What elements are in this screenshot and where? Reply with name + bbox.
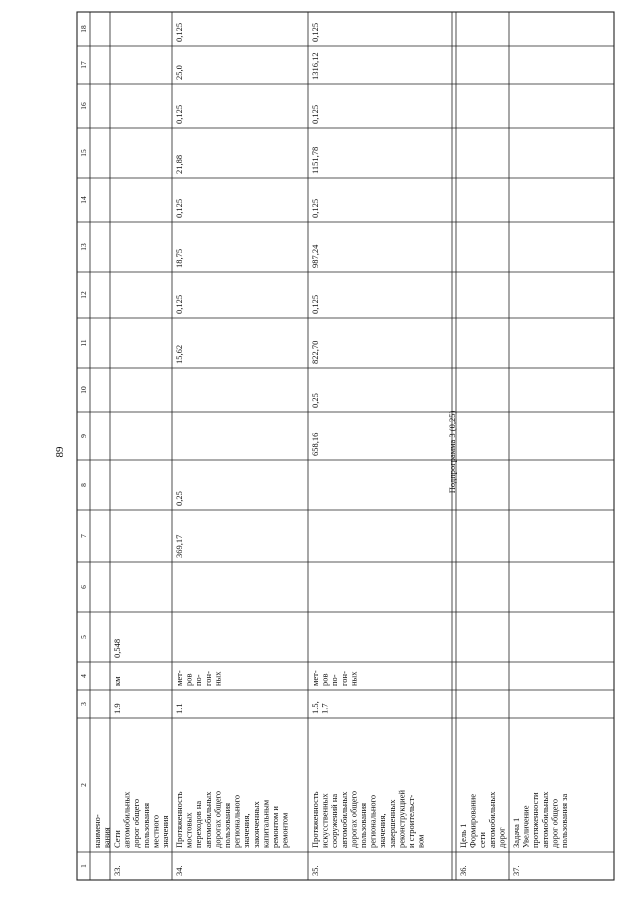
indicator-name: дорог — [496, 827, 507, 848]
table-cell-value: 987,24 — [310, 244, 320, 268]
indicator-name: Увеличение — [520, 805, 531, 848]
header-number: 13 — [79, 243, 88, 251]
row-number: 37. — [511, 865, 521, 876]
table-frame — [77, 12, 614, 880]
table-cell-value: 25,0 — [174, 65, 184, 80]
indicator-name: значения — [160, 815, 170, 848]
indicator-name: дорогах общего — [212, 790, 223, 848]
indicator-name: регионального — [367, 794, 378, 848]
table-cell-value: 822,70 — [310, 340, 320, 364]
indicator-name: пользования — [140, 802, 151, 848]
header-number: 18 — [79, 25, 88, 33]
unit-label: ров — [319, 673, 330, 686]
subprogram-label: Подпрограмма 3 (0,25) — [447, 410, 457, 494]
unit-label: ных — [212, 671, 223, 686]
unit-label: по- — [193, 674, 204, 686]
indicator-name: Протяженность — [310, 791, 320, 848]
indicator-code: 1.5, — [310, 701, 320, 714]
table-cell-value: 18,75 — [174, 248, 184, 268]
indicator-name: сооружений на — [329, 793, 340, 848]
table-cell-value: 21,88 — [174, 154, 184, 174]
indicator-name: Протяженность — [174, 791, 184, 848]
indicator-name: регионального — [231, 794, 242, 848]
indicator-name: автомобильных — [121, 791, 132, 848]
row-number: 36. — [458, 865, 468, 876]
header-number: 2 — [79, 783, 88, 787]
header-number: 1 — [79, 864, 88, 868]
indicator-code: 1.7 — [319, 703, 330, 714]
table-cell-value: 0,548 — [112, 638, 122, 658]
indicator-name: вом — [415, 834, 426, 848]
indicator-name: капитальным — [260, 799, 271, 848]
indicator-name: ремонтом и — [270, 806, 280, 848]
table-cell-value: 1316,12 — [310, 52, 320, 80]
row-number: 34. — [174, 865, 184, 876]
indicator-name: вания — [101, 827, 112, 848]
row-number: 33. — [112, 865, 122, 876]
unit-label: гон- — [338, 671, 349, 686]
unit-label: км — [112, 676, 122, 686]
table-cell-value: 0,125 — [174, 294, 184, 314]
unit-label: ров — [183, 673, 194, 686]
indicator-name: автомобильных — [202, 791, 213, 848]
header-number: 16 — [79, 102, 88, 110]
table-cell-value: 0,125 — [310, 198, 320, 218]
header-number: 7 — [79, 534, 88, 538]
indicator-name: ремонтом — [279, 812, 290, 848]
indicator-name: автомобильных — [486, 791, 497, 848]
indicator-name: пользования — [358, 802, 368, 848]
indicator-name: переходов на — [193, 800, 204, 848]
unit-label: гон- — [202, 671, 213, 686]
indicator-name: искусственных — [319, 793, 330, 848]
table-cell-value: 0,125 — [310, 294, 320, 314]
indicator-name: реконструкцией — [396, 789, 407, 848]
header-number: 12 — [79, 291, 88, 299]
indicator-name: дорогах общего — [348, 790, 359, 848]
table-cell-value: 0,125 — [310, 22, 320, 42]
indicator-name: значения, — [241, 813, 252, 848]
indicator-name: наимено- — [92, 814, 102, 848]
indicator-name: протяженности — [530, 792, 541, 848]
header-number: 17 — [79, 61, 88, 69]
indicator-name: дорог общего — [549, 798, 560, 848]
table-cell-value: 369,17 — [174, 534, 184, 558]
header-number: 6 — [79, 585, 88, 589]
header-number: 11 — [79, 339, 88, 347]
indicator-code: 1.9 — [112, 703, 122, 714]
table-cell-value: 0,125 — [174, 198, 184, 218]
indicator-name: сети — [477, 832, 488, 848]
indicator-name: Задача 1 — [511, 817, 521, 848]
indicator-name: автомобильных — [539, 791, 550, 848]
header-number: 3 — [79, 702, 88, 706]
table-cell-value: 0,125 — [174, 22, 184, 42]
header-number: 9 — [79, 434, 88, 438]
table-cell-value: 0,125 — [174, 104, 184, 124]
row-number: 35. — [310, 865, 320, 876]
indicator-name: Формирование — [467, 793, 478, 848]
indicator-name: местного — [150, 814, 161, 848]
table-cell-value: 0,125 — [310, 104, 320, 124]
indicator-name: Сети — [112, 830, 122, 848]
page-number: 89 — [54, 446, 66, 458]
unit-label: мет- — [310, 670, 320, 686]
header-number: 4 — [79, 674, 88, 678]
table-cell-value: 658,16 — [310, 432, 320, 456]
table-cell-value: 0,25 — [310, 393, 320, 408]
indicator-name: законченных — [250, 801, 261, 848]
table-cell-value: 0,25 — [174, 491, 184, 506]
indicator-name: значения, — [377, 813, 388, 848]
indicator-name: пользования — [222, 802, 232, 848]
header-number: 10 — [79, 386, 88, 394]
header-number: 15 — [79, 149, 88, 157]
table-cell-value: 1151,78 — [310, 146, 320, 174]
unit-label: по- — [329, 674, 340, 686]
indicator-name: мостовых — [183, 812, 194, 848]
header-number: 14 — [79, 196, 88, 204]
table-cell-value: 15,62 — [174, 344, 184, 364]
unit-label: ных — [348, 671, 359, 686]
indicator-name: и строительст- — [406, 794, 416, 848]
indicator-name: завершенных — [386, 799, 397, 848]
unit-label: мет- — [174, 670, 184, 686]
indicator-name: дорог общего — [131, 798, 142, 848]
indicator-name: пользования за — [559, 793, 569, 848]
header-number: 5 — [79, 635, 88, 639]
indicator-name: Цель 1 — [458, 823, 468, 848]
header-number: 8 — [79, 483, 88, 487]
indicator-name: автомобильных — [338, 791, 349, 848]
indicator-code: 1.1 — [174, 703, 184, 714]
